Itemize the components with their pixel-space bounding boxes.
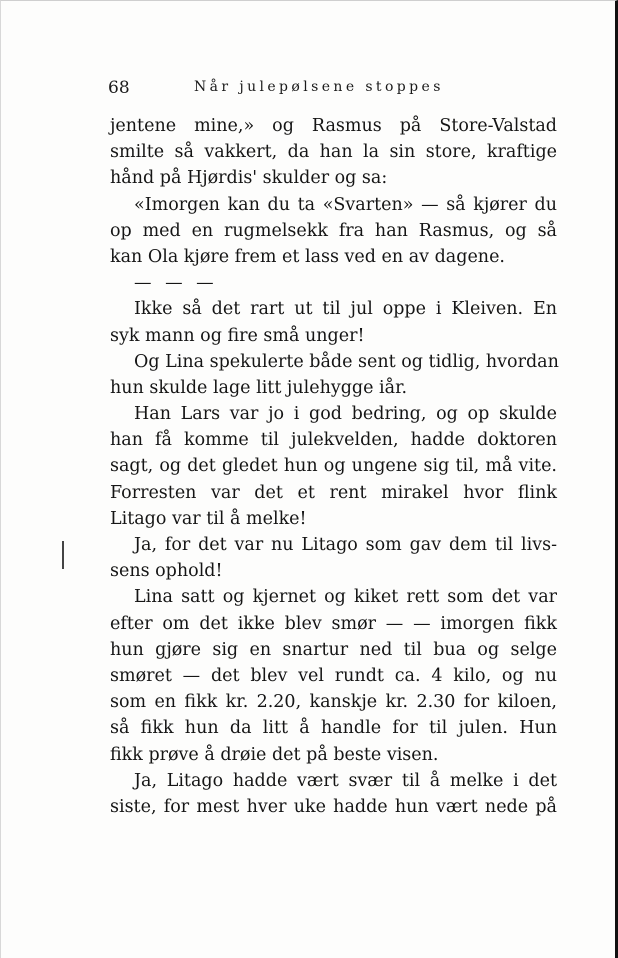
text-line: hånd på Hjørdis' skulder og sa: bbox=[110, 168, 388, 189]
text-line: Ja, Litago hadde vært svær til å melke i det bbox=[134, 770, 557, 791]
text-line: så fikk hun da litt å handle for til julen. Hun bbox=[110, 718, 557, 739]
body-text bbox=[110, 113, 557, 820]
text-line: Forresten var det et rent mirakel hvor flink bbox=[110, 482, 557, 503]
page-number: 68 bbox=[108, 78, 130, 98]
text-line: Lina satt og kjernet og kiket rett som det var bbox=[134, 587, 557, 608]
text-line: Ikke så det rart ut til jul oppe i Kleiven. En bbox=[134, 299, 557, 320]
section-separator: — — — bbox=[134, 273, 218, 294]
text-line: sagt, og det gledet hun og ungene sig til, må vite. bbox=[110, 456, 557, 477]
text-line: han få komme til julekvelden, hadde doktoren bbox=[110, 430, 557, 451]
text-line: smøret — det blev vel rundt ca. 4 kilo, og nu bbox=[110, 665, 557, 686]
text-line: Litago var til å melke! bbox=[110, 508, 307, 529]
text-line: syk mann og fire små unger! bbox=[110, 325, 365, 346]
margin-mark bbox=[62, 541, 64, 569]
text-line: Og Lina spekulerte både sent og tidlig, hvordan bbox=[134, 351, 559, 372]
text-line: sens ophold! bbox=[110, 561, 223, 582]
text-line: kan Ola kjøre frem et lass ved en av dagene. bbox=[110, 246, 505, 267]
text-line: Ja, for det var nu Litago som gav dem til livs- bbox=[134, 535, 557, 555]
text-line: siste, for mest hver uke hadde hun vært nede på bbox=[110, 796, 557, 817]
text-line: som en fikk kr. 2.20, kanskje kr. 2.30 for kiloen, bbox=[110, 692, 557, 713]
text-line: hun skulde lage litt julehygge iår. bbox=[110, 377, 408, 398]
text-line: «Imorgen kan du ta «Svarten» — så kjører du bbox=[134, 194, 557, 215]
text-line: smilte så vakkert, da han la sin store, kraftige bbox=[110, 142, 557, 163]
text-line: op med en rugmelsekk fra han Rasmus, og så bbox=[110, 220, 557, 241]
text-line: jentene mine,» og Rasmus på Store-Valstad bbox=[110, 116, 557, 136]
text-line: efter om det ikke blev smør — — imorgen fikk bbox=[110, 613, 557, 634]
text-line: hun gjøre sig en snartur ned til bua og selge bbox=[110, 639, 557, 660]
text-line: fikk prøve å drøie det på beste visen. bbox=[110, 744, 439, 765]
running-title: Når julepølsene stoppes bbox=[194, 79, 444, 95]
page-header bbox=[108, 78, 553, 102]
text-line: Han Lars var jo i god bedring, og op skulde bbox=[134, 404, 557, 425]
